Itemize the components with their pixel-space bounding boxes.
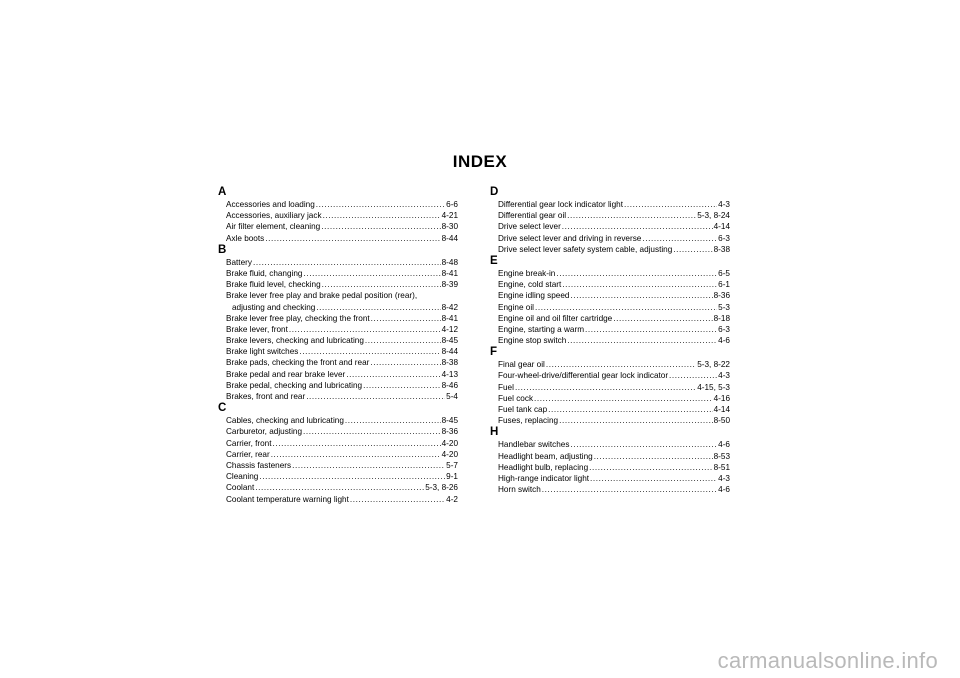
index-term: adjusting and checking xyxy=(232,302,316,312)
dot-leader xyxy=(515,382,696,393)
index-term: Differential gear lock indicator light xyxy=(498,200,623,209)
dot-leader xyxy=(322,279,441,290)
index-term: Headlight bulb, replacing xyxy=(498,462,589,472)
dot-leader xyxy=(303,426,441,437)
index-entry xyxy=(490,415,730,426)
index-entry xyxy=(490,451,730,462)
index-page-ref: 8-45 xyxy=(441,416,458,426)
index-page-ref: 6-6 xyxy=(446,200,458,209)
index-page-ref: 8-36 xyxy=(713,291,730,301)
index-term: Brakes, front and rear xyxy=(226,392,306,401)
dot-leader xyxy=(542,484,717,495)
index-entry xyxy=(490,404,730,415)
index-entry xyxy=(218,380,458,391)
index-page-ref: 5-3, 8-22 xyxy=(697,360,730,370)
index-page-ref: 8-50 xyxy=(713,416,730,426)
index-page-ref: 6-3 xyxy=(718,233,730,243)
index-term: Cables, checking and lubricating xyxy=(226,416,344,426)
index-term: Brake fluid level, checking xyxy=(226,280,321,290)
index-term: Engine, cold start xyxy=(498,280,562,290)
index-entry xyxy=(490,221,730,232)
index-entry xyxy=(490,393,730,404)
index-page-ref: 8-38 xyxy=(713,244,730,254)
index-term: Brake lever free play, checking the front xyxy=(226,313,370,323)
index-term: Carburetor, adjusting xyxy=(226,427,303,437)
dot-leader xyxy=(255,482,424,493)
index-term: Brake pedal and rear brake lever xyxy=(226,369,346,379)
index-entry xyxy=(218,257,458,268)
index-page-ref: 4-6 xyxy=(718,485,730,495)
dot-leader xyxy=(363,380,441,391)
dot-leader xyxy=(567,335,717,346)
dot-leader xyxy=(669,370,717,381)
index-term: Carrier, rear xyxy=(226,449,270,459)
index-entry xyxy=(218,494,458,505)
dot-leader xyxy=(273,438,441,449)
index-page-ref: 4-2 xyxy=(446,494,458,504)
index-term: Fuses, replacing xyxy=(498,416,559,426)
index-term: Brake pads, checking the front and rear xyxy=(226,358,370,368)
index-term: Fuel cock xyxy=(498,393,534,403)
index-page-ref: 4-14 xyxy=(713,405,730,414)
index-entry xyxy=(218,415,458,426)
index-page-ref: 4-20 xyxy=(441,449,458,459)
index-entry xyxy=(490,210,730,221)
index-entry xyxy=(490,199,730,210)
dot-leader xyxy=(370,357,440,368)
index-term: Final gear oil xyxy=(498,360,545,370)
index-page-ref: 8-36 xyxy=(441,427,458,437)
index-term: Brake levers, checking and lubricating xyxy=(226,336,364,346)
section-letter: H xyxy=(490,426,499,439)
index-entry xyxy=(218,268,458,279)
dot-leader xyxy=(316,302,440,313)
index-term: Engine break-in xyxy=(498,268,556,278)
index-entry xyxy=(218,426,458,437)
index-page-ref: 8-53 xyxy=(713,451,730,461)
section-letter: E xyxy=(490,254,498,267)
dot-leader xyxy=(624,199,717,210)
index-term: Coolant xyxy=(226,483,255,493)
index-term: Drive select lever safety system cable, adjusting xyxy=(498,244,673,254)
dot-leader xyxy=(590,473,717,484)
index-term: Axle boots xyxy=(226,233,265,243)
index-page-ref: 6-1 xyxy=(718,280,730,290)
index-entry xyxy=(490,439,730,450)
index-entry xyxy=(490,484,730,495)
index-term: Engine stop switch xyxy=(498,336,567,346)
index-term: Four-wheel-drive/differential gear lock indicator xyxy=(498,371,669,381)
index-page-ref: 4-3 xyxy=(718,473,730,483)
index-page-ref: 8-30 xyxy=(441,222,458,232)
index-term: Accessories and loading xyxy=(226,200,315,209)
index-entry xyxy=(490,324,730,335)
index-term: Differential gear oil xyxy=(498,211,567,221)
dot-leader xyxy=(259,471,445,482)
index-entry xyxy=(218,279,458,290)
index-page-ref: 4-15, 5-3 xyxy=(697,382,730,392)
index-term: Brake light switches xyxy=(226,347,299,357)
index-entry xyxy=(218,199,458,210)
index-term: Engine oil and oil filter cartridge xyxy=(498,313,613,323)
index-term: Engine oil xyxy=(498,302,534,312)
dot-leader xyxy=(570,439,717,450)
dot-leader xyxy=(613,313,712,324)
dot-leader xyxy=(303,268,440,279)
index-term: Air filter element, cleaning xyxy=(226,222,321,232)
dot-leader xyxy=(585,324,717,335)
index-page-ref: 8-51 xyxy=(713,462,730,472)
index-term: Coolant temperature warning light xyxy=(226,494,349,504)
index-entry xyxy=(218,438,458,449)
index-page-ref: 4-6 xyxy=(718,336,730,346)
section-letter: C xyxy=(218,402,227,415)
index-page-ref: 8-44 xyxy=(441,233,458,243)
dot-leader xyxy=(673,244,712,255)
dot-leader xyxy=(299,346,440,357)
index-term: Chassis fasteners xyxy=(226,460,292,470)
index-entry xyxy=(490,335,730,346)
index-entry xyxy=(218,482,458,493)
page-title: INDEX xyxy=(452,152,508,171)
index-term: Cleaning xyxy=(226,472,259,482)
index-entry xyxy=(218,290,458,301)
index-page-ref: 5-3 xyxy=(718,302,730,312)
dot-leader xyxy=(534,393,713,404)
dot-leader xyxy=(548,404,712,415)
index-entry xyxy=(218,460,458,471)
section-letter: B xyxy=(218,243,227,256)
index-term: Battery xyxy=(226,257,252,267)
index-entry xyxy=(490,244,730,255)
index-page-ref: 5-4 xyxy=(446,392,458,401)
dot-leader xyxy=(570,290,712,301)
index-entry xyxy=(218,449,458,460)
index-entry xyxy=(218,324,458,335)
index-page-ref: 8-38 xyxy=(441,358,458,368)
index-entry xyxy=(218,221,458,232)
section-letter: D xyxy=(490,186,499,198)
index-page-ref: 5-7 xyxy=(446,460,458,470)
section-letter: F xyxy=(490,346,498,359)
index-entry xyxy=(490,268,730,279)
index-page-ref: 8-45 xyxy=(441,336,458,346)
index-page-ref: 4-12 xyxy=(441,324,458,334)
dot-leader xyxy=(559,415,713,426)
index-entry xyxy=(490,382,730,393)
dot-leader xyxy=(365,335,441,346)
dot-leader xyxy=(289,324,441,335)
dot-leader xyxy=(271,449,441,460)
index-term: High-range indicator light xyxy=(498,473,590,483)
index-page-ref: 4-14 xyxy=(713,222,730,232)
dot-leader xyxy=(306,391,445,402)
index-term: Drive select lever xyxy=(498,222,561,232)
index-entry xyxy=(490,473,730,484)
index-term: Brake pedal, checking and lubricating xyxy=(226,380,363,390)
index-page-ref: 4-6 xyxy=(718,440,730,450)
index-page-ref: 8-39 xyxy=(441,280,458,290)
index-entry xyxy=(490,313,730,324)
index-entry xyxy=(218,233,458,244)
index-term: Engine, starting a warm xyxy=(498,324,585,334)
index-entry xyxy=(490,370,730,381)
index-entry xyxy=(218,471,458,482)
dot-leader xyxy=(589,462,712,473)
index-term: Engine idling speed xyxy=(498,291,570,301)
index-page-ref: 8-41 xyxy=(441,268,458,278)
dot-leader xyxy=(556,268,717,279)
index-entry xyxy=(490,462,730,473)
index-page-ref: 8-48 xyxy=(441,257,458,267)
dot-leader xyxy=(562,221,713,232)
index-term: Brake fluid, changing xyxy=(226,268,303,278)
index-term: Accessories, auxiliary jack xyxy=(226,211,322,221)
dot-leader xyxy=(321,221,440,232)
index-column-left xyxy=(218,186,458,505)
index-term: Brake lever, front xyxy=(226,324,288,334)
index-page-ref: 8-44 xyxy=(441,347,458,357)
index-entry xyxy=(218,346,458,357)
index-term: Drive select lever and driving in reverse xyxy=(498,233,642,243)
index-page-ref: 4-13 xyxy=(441,369,458,379)
dot-leader xyxy=(350,494,445,505)
dot-leader xyxy=(316,199,445,210)
index-entry xyxy=(218,210,458,221)
index-page-ref: 9-1 xyxy=(446,472,458,482)
index-page-ref: 6-5 xyxy=(718,268,730,278)
dot-leader xyxy=(535,302,717,313)
index-page-ref: 4-20 xyxy=(441,438,458,448)
index-entry xyxy=(490,290,730,301)
index-entry xyxy=(490,302,730,313)
dot-leader xyxy=(345,415,441,426)
index-entry xyxy=(218,313,458,324)
index-page-ref: 5-3, 8-24 xyxy=(697,211,730,221)
index-entry xyxy=(218,391,458,402)
dot-leader xyxy=(371,313,441,324)
index-entry xyxy=(218,302,458,313)
watermark: carmanualsonline.info xyxy=(717,648,938,673)
dot-leader xyxy=(594,451,713,462)
index-entry xyxy=(218,335,458,346)
index-page-ref: 6-3 xyxy=(718,324,730,334)
dot-leader xyxy=(567,210,696,221)
index-term: Fuel tank cap xyxy=(498,405,548,414)
index-page-ref: 4-21 xyxy=(441,211,458,221)
index-page-ref: 8-42 xyxy=(441,302,458,312)
index-entry xyxy=(490,359,730,370)
index-page-ref: 8-41 xyxy=(441,313,458,323)
index-page-ref: 8-18 xyxy=(713,313,730,323)
index-term: Horn switch xyxy=(498,485,541,495)
index-page-ref: 5-3, 8-26 xyxy=(425,483,458,493)
dot-leader xyxy=(346,369,440,380)
index-page-ref: 8-46 xyxy=(441,380,458,390)
index-entry xyxy=(490,279,730,290)
index-entry xyxy=(490,233,730,244)
dot-leader xyxy=(642,233,717,244)
dot-leader xyxy=(292,460,445,471)
index-term: Brake lever free play and brake pedal position (rear), xyxy=(226,291,418,301)
index-term: Carrier, front xyxy=(226,438,272,448)
dot-leader xyxy=(265,233,440,244)
section-letter: A xyxy=(218,186,227,198)
index-term: Headlight beam, adjusting xyxy=(498,451,593,461)
dot-leader xyxy=(253,257,441,268)
index-page-ref: 4-3 xyxy=(718,371,730,381)
index-entry xyxy=(218,357,458,368)
index-term: Handlebar switches xyxy=(498,440,570,450)
index-column-right xyxy=(490,186,730,495)
index-page-ref: 4-3 xyxy=(718,200,730,209)
index-page-ref: 4-16 xyxy=(713,393,730,403)
dot-leader xyxy=(546,359,696,370)
dot-leader xyxy=(562,279,717,290)
index-entry xyxy=(218,369,458,380)
index-term: Fuel xyxy=(498,382,514,392)
dot-leader xyxy=(323,210,441,221)
